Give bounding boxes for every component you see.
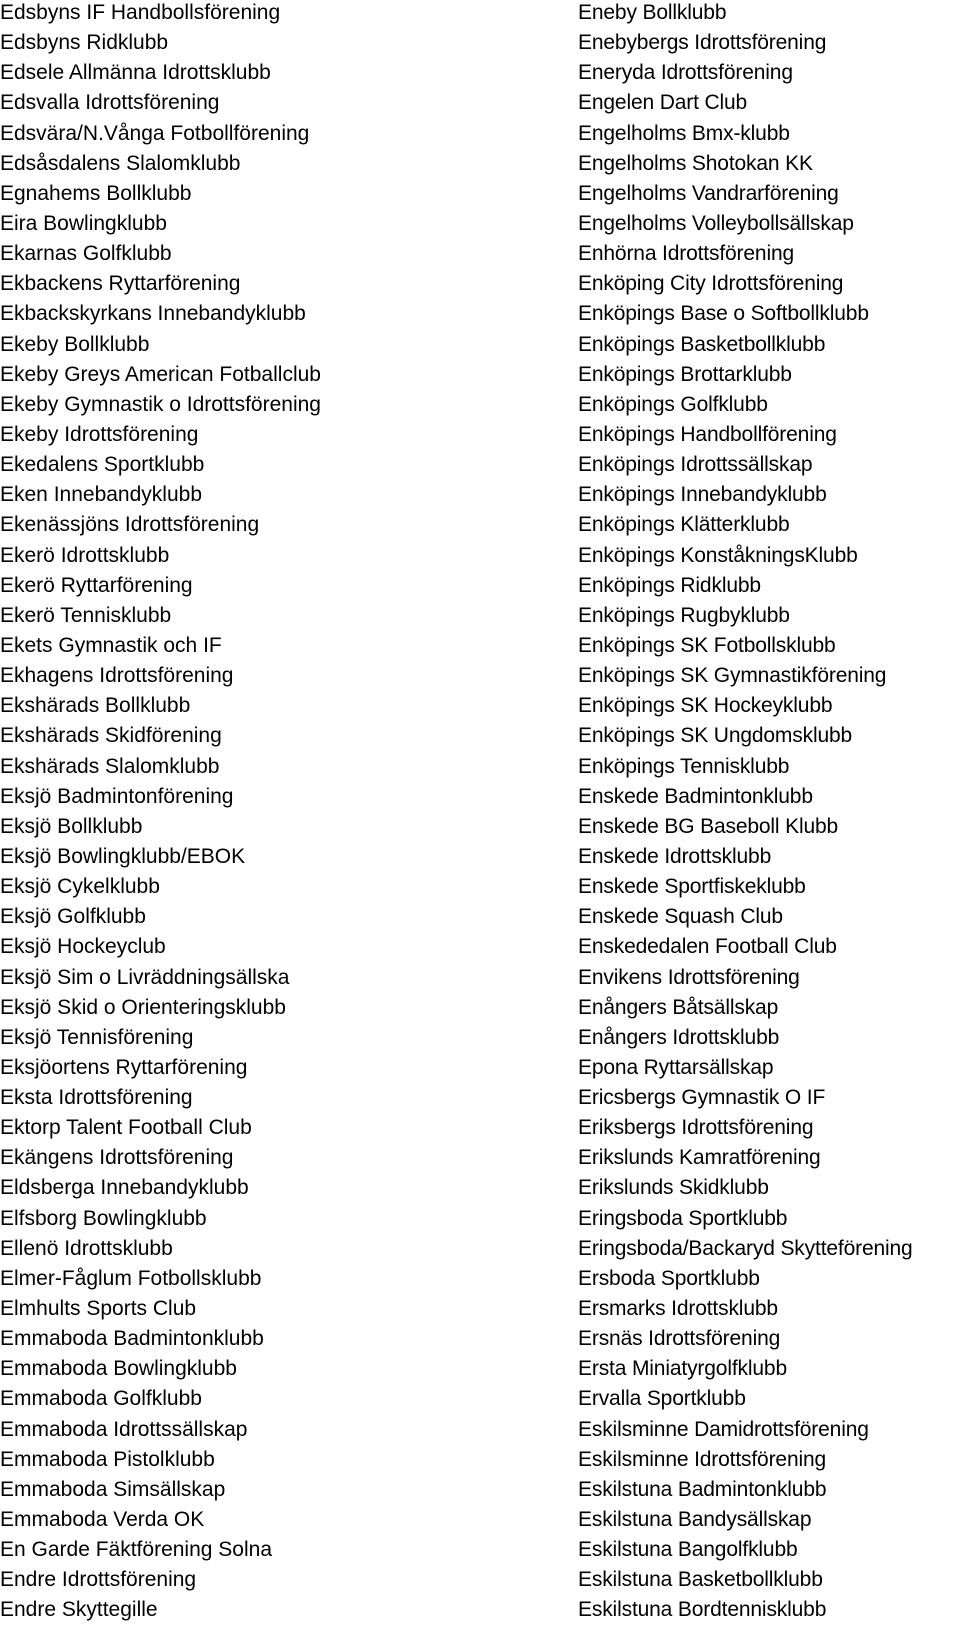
club-list-item: Eksjö Skid o Orienteringsklubb <box>0 995 286 1019</box>
club-list-item: Eldsberga Innebandyklubb <box>0 1176 249 1200</box>
club-list-item: Ekerö Tennisklubb <box>0 603 172 627</box>
club-list-item: Eira Bowlingklubb <box>0 211 167 235</box>
club-list-item: Enköpings Ridklubb <box>578 573 761 597</box>
club-list-item: Enköpings Basketbollklubb <box>578 332 826 356</box>
club-list-item: Ekeby Gymnastik o Idrottsförening <box>0 392 321 416</box>
club-list-item: Enköpings Tennisklubb <box>578 754 790 778</box>
club-list-item: Erikslunds Skidklubb <box>578 1176 769 1200</box>
club-list-item: Eskilstuna Badmintonklubb <box>578 1477 827 1501</box>
club-list-item: Eksta Idrottsförening <box>0 1086 193 1110</box>
club-list-item: Ekarnas Golfklubb <box>0 242 172 266</box>
club-list-item: Enångers Idrottsklubb <box>578 1025 780 1049</box>
club-list-item: Ersboda Sportklubb <box>578 1266 760 1290</box>
club-list-item: Enköpings Handbollförening <box>578 422 837 446</box>
club-list-item: Engelholms Volleybollsällskap <box>578 211 854 235</box>
club-list-item: Eksjöortens Ryttarförening <box>0 1055 248 1079</box>
club-list-item: Eksjö Golfklubb <box>0 905 146 929</box>
club-list-item: Enköpings KonståkningsKlubb <box>578 543 858 567</box>
club-list-item: Enskededalen Football Club <box>578 935 837 959</box>
club-list-item: Edsele Allmänna Idrottsklubb <box>0 61 271 85</box>
club-list-item: Ekshärads Slalomklubb <box>0 754 220 778</box>
club-list-item: Emmaboda Verda OK <box>0 1508 205 1532</box>
club-list-item: Ekängens Idrottsförening <box>0 1146 234 1170</box>
club-list-item: Eskilstuna Bandysällskap <box>578 1508 812 1532</box>
club-list-item: Eksjö Sim o Livräddningsällska <box>0 965 290 989</box>
club-list-item: Enskede BG Baseboll Klubb <box>578 814 839 838</box>
club-list-item: Ekbackskyrkans Innebandyklubb <box>0 302 306 326</box>
club-list-item: Engelholms Shotokan KK <box>578 151 813 175</box>
club-list-item: Enköping City Idrottsförening <box>578 272 844 296</box>
club-list-item: Eksjö Badmintonförening <box>0 784 234 808</box>
club-list-item: Ersta Miniatyrgolfklubb <box>578 1357 787 1381</box>
club-list-item: Epona Ryttarsällskap <box>578 1055 774 1079</box>
club-list-item: Ekeby Bollklubb <box>0 332 150 356</box>
club-list-item: Eksjö Cykelklubb <box>0 875 160 899</box>
club-list-item: Edsbyns Ridklubb <box>0 31 169 55</box>
club-list-item: Eksjö Bowlingklubb/EBOK <box>0 844 246 868</box>
club-list-item: Emmaboda Badmintonklubb <box>0 1327 264 1351</box>
club-list-item: Ericsbergs Gymnastik O IF <box>578 1086 826 1110</box>
club-list-item: Enköpings Rugbyklubb <box>578 603 790 627</box>
club-list-item: Emmaboda Pistolklubb <box>0 1447 215 1471</box>
club-list-item: Enskede Sportfiskeklubb <box>578 875 806 899</box>
club-list-item: Enskede Squash Club <box>578 905 783 929</box>
club-list-item: Enköpings Golfklubb <box>578 392 768 416</box>
club-list-item: En Garde Fäktförening Solna <box>0 1538 272 1562</box>
club-list-item: Eringsboda Sportklubb <box>578 1206 788 1230</box>
club-list-item: Ekeby Greys American Fotballclub <box>0 362 321 386</box>
club-list-item: Egnahems Bollklubb <box>0 181 192 205</box>
club-list-item: Edsåsdalens Slalomklubb <box>0 151 241 175</box>
club-list-item: Edsvalla Idrottsförening <box>0 91 220 115</box>
club-list-item: Ervalla Sportklubb <box>578 1387 746 1411</box>
club-list-item: Ekerö Ryttarförening <box>0 573 193 597</box>
club-list-item: Ekerö Idrottsklubb <box>0 543 170 567</box>
club-list-item: Eneryda Idrottsförening <box>578 61 793 85</box>
club-list-item: Ersmarks Idrottsklubb <box>578 1297 778 1321</box>
club-list-item: Endre Skyttegille <box>0 1598 158 1622</box>
club-list-item: Edsvära/N.Vånga Fotbollförening <box>0 121 310 145</box>
club-list-item: Enebybergs Idrottsförening <box>578 31 827 55</box>
right-column-list <box>578 0 960 1628</box>
club-list-item: Enköpings Klätterklubb <box>578 513 790 537</box>
club-list-item: Eskilsminne Idrottsförening <box>578 1447 827 1471</box>
club-list-item: Enköpings SK Hockeyklubb <box>578 694 833 718</box>
club-list-item: Emmaboda Idrottssällskap <box>0 1417 248 1441</box>
club-list-item: Engelen Dart Club <box>578 91 748 115</box>
club-list-item: Ekedalens Sportklubb <box>0 453 205 477</box>
club-list-item: Enskede Idrottsklubb <box>578 844 772 868</box>
club-list-item: Engelholms Bmx-klubb <box>578 121 790 145</box>
club-list-item: Eken Innebandyklubb <box>0 483 202 507</box>
club-list-item: Ekeby Idrottsförening <box>0 422 199 446</box>
club-list-item: Emmaboda Bowlingklubb <box>0 1357 237 1381</box>
club-list-item: Enköpings SK Ungdomsklubb <box>578 724 853 748</box>
club-list-item: Envikens Idrottsförening <box>578 965 800 989</box>
club-list-item: Ekets Gymnastik och IF <box>0 633 222 657</box>
club-list-item: Erikslunds Kamratförening <box>578 1146 821 1170</box>
club-list-item: Endre Idrottsförening <box>0 1568 197 1592</box>
club-list-item: Eskilstuna Basketbollklubb <box>578 1568 823 1592</box>
club-list-item: Ekbackens Ryttarförening <box>0 272 241 296</box>
club-list-item: Elfsborg Bowlingklubb <box>0 1206 207 1230</box>
club-list-item: Eneby Bollklubb <box>578 1 727 24</box>
club-list-item: Emmaboda Golfklubb <box>0 1387 202 1411</box>
club-list-item: Eksjö Tennisförening <box>0 1025 194 1049</box>
club-list-item: Enångers Båtsällskap <box>578 995 779 1019</box>
club-list-item: Enköpings SK Fotbollsklubb <box>578 633 836 657</box>
club-list-item: Eskilstuna Bangolfklubb <box>578 1538 798 1562</box>
club-list-item: Engelholms Vandrarförening <box>578 181 839 205</box>
club-list-item: Enköpings Brottarklubb <box>578 362 792 386</box>
club-list-item: Enskede Badmintonklubb <box>578 784 813 808</box>
club-list-item: Enköpings Innebandyklubb <box>578 483 827 507</box>
club-list-item: Elmer-Fåglum Fotbollsklubb <box>0 1266 262 1290</box>
club-list-item: Ekshärads Bollklubb <box>0 694 191 718</box>
club-list-item: Enköpings Base o Softbollklubb <box>578 302 869 326</box>
club-list-item: Eskilstuna Bordtennisklubb <box>578 1598 827 1622</box>
club-list-item: Emmaboda Simsällskap <box>0 1477 226 1501</box>
club-list-item: Ersnäs Idrottsförening <box>578 1327 781 1351</box>
club-list-item: Ellenö Idrottsklubb <box>0 1236 173 1260</box>
club-list-item: Eriksbergs Idrottsförening <box>578 1116 814 1140</box>
club-list-item: Edsbyns IF Handbollsförening <box>0 1 281 24</box>
club-list-item: Eksjö Bollklubb <box>0 814 143 838</box>
club-list-item: Ekshärads Skidförening <box>0 724 222 748</box>
club-list-item: Enhörna Idrottsförening <box>578 242 795 266</box>
club-list-item: Ekenässjöns Idrottsförening <box>0 513 260 537</box>
club-list-item: Ekhagens Idrottsförening <box>0 664 234 688</box>
club-list-item: Ektorp Talent Football Club <box>0 1116 252 1140</box>
club-list-item: Eskilsminne Damidrottsförening <box>578 1417 869 1441</box>
club-list-item: Elmhults Sports Club <box>0 1297 197 1321</box>
club-list-item: Enköpings SK Gymnastikförening <box>578 664 887 688</box>
club-list-item: Eksjö Hockeyclub <box>0 935 166 959</box>
club-list-item: Enköpings Idrottssällskap <box>578 453 813 477</box>
club-list-item: Eringsboda/Backaryd Skytteförening <box>578 1236 913 1260</box>
